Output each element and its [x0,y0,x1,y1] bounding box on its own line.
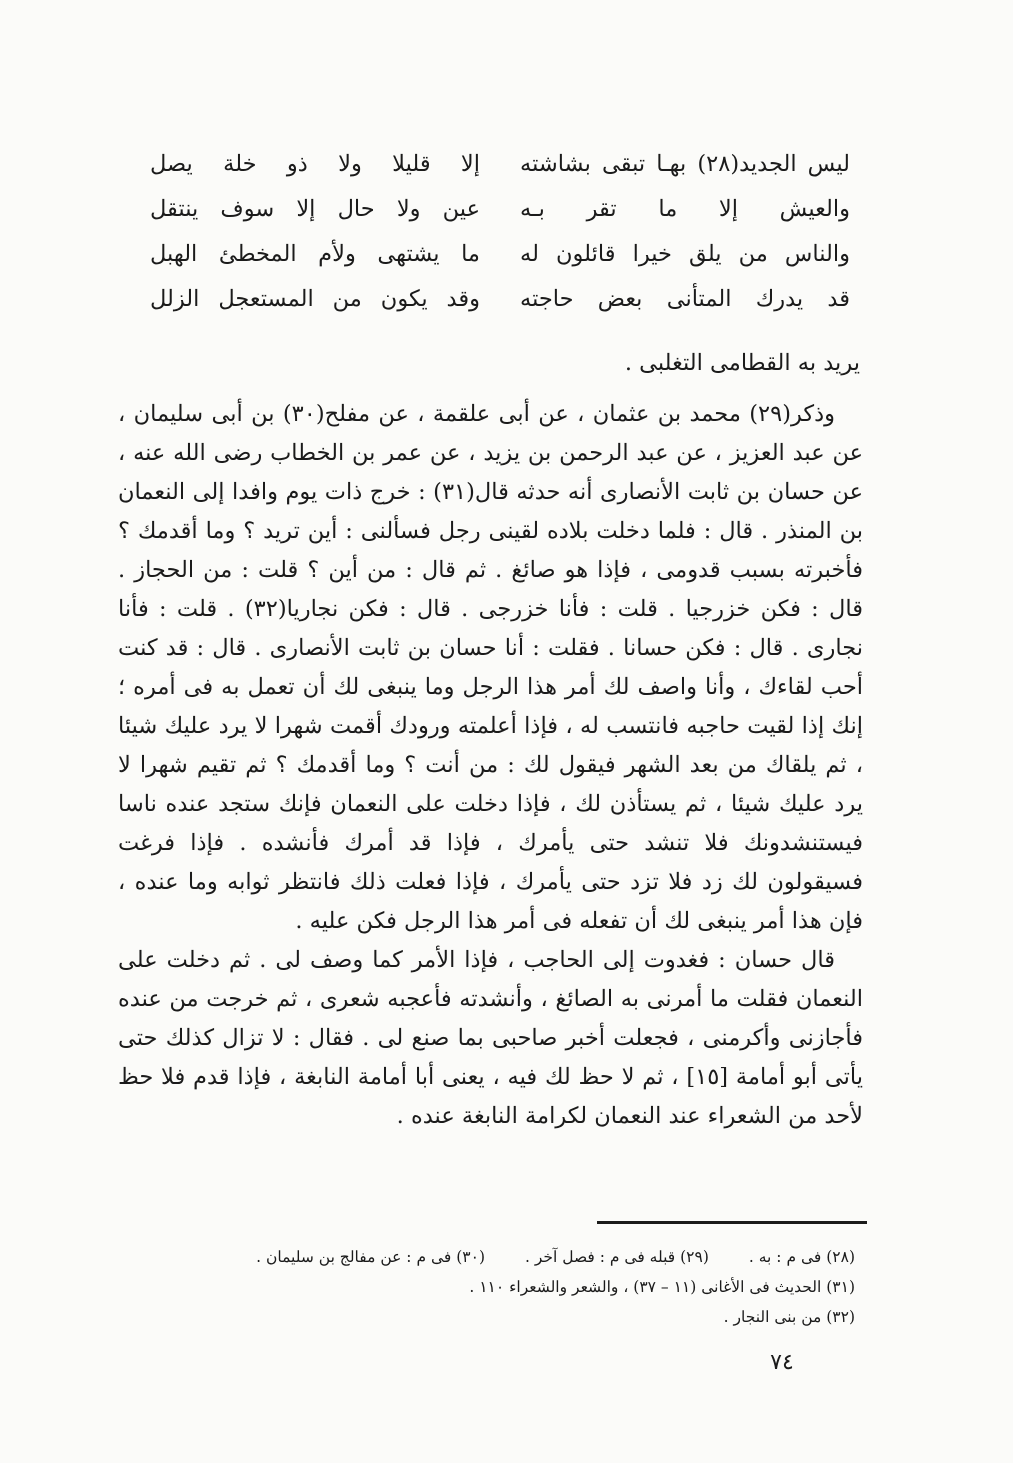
verse-first-hemistich: قد يدرك المتأنى بعض حاجته [520,286,850,312]
verse-second-hemistich: عين ولا حال إلا سوف ينتقل [150,196,480,222]
verse-first-hemistich: والناس من يلق خيرا قائلون له [520,241,850,267]
poem-verses [150,142,850,322]
verse-line [150,187,850,232]
paragraph: قال حسان : فغدوت إلى الحاجب ، فإذا الأمر كما وصف لى . ثم دخلت على النعمان فقلت ما أمرنى به الصائغ ، وأنشدته فأعجبه شعرى ، ثم خرجت من عنده فأجازنى وأكرمنى ، فجعلت أخبر صاحبى بما صنع لى . فقال : لا تزال كذلك حتى يأتى أبو أمامة [١٥] ، ثم لا حظ لك فيه ، يعنى أبا أمامة النابغة ، فإذا قدم فلا حظ لأحد من الشعراء عند النعمان لكرامة النابغة عنده . [118,947,863,1129]
poet-attribution: يريد به القطامى التغلبى . [624,350,860,376]
verse-line [150,277,850,322]
paragraph: وذكر(٢٩) محمد بن عثمان ، عن أبى علقمة ، عن مفلح(٣٠) بن أبى سليمان ، عن عبد العزيز ، عن عبد الرحمن بن يزيد ، عن عمر بن الخطاب رضى الله عنه ، عن حسان بن ثابت الأنصارى أنه حدثه قال(٣١) : خرج ذات يوم وافدا إلى النعمان بن المنذر . قال : فلما دخلت بلاده لقينى رجل فسألنى : أين تريد ؟ وما أقدمك ؟ فأخبرته بسبب قدومى ، فإذا هو صائغ . ثم قال : من أين ؟ قلت : من الحجاز . قال : فكن خزرجيا . قلت : فأنا خزرجى . قال : فكن نجاريا(٣٢) . قلت : فأنا نجارى . قال : فكن حسانا . فقلت : أنا حسان بن ثابت الأنصارى . قال : قد كنت أحب لقاءك ، وأنا واصف لك أمر هذا الرجل وما ينبغى لك أن تعمل به فى أمره ؛ إنك إذا لقيت حاجبه فانتسب له ، فإذا أعلمته ورودك أقمت شهرا لا يرد عليك شيئا ، ثم يلقاك من بعد الشهر فيقول لك : من أنت ؟ وما أقدمك ؟ ثم تقيم شهرا لا يرد عليك شيئا ، ثم يستأذن لك ، فإذا دخلت على النعمان فإنك ستجد عنده ناسا فيستنشدونك فلا تنشد حتى يأمرك ، فإذا قد أمرك فأنشده . فإذا فرغت فسيقولون لك زد فلا تزد حتى يأمرك ، فإذا فعلت ذلك فانتظر ثوابه وما عنده ، فإن هذا أمر ينبغى لك أن تفعله فى أمر هذا الرجل فكن عليه . [118,401,863,934]
verse-second-hemistich: وقد يكون من المستعجل الزلل [150,286,480,312]
verse-first-hemistich: ليس الجديد(٢٨) بهـا تبقى بشاشته [520,151,850,177]
footnote-separator [597,1221,867,1224]
page-number: ٧٤ [770,1350,794,1375]
footnote: (٣٠) فى م : عن مفالج بن سليمان . [256,1248,485,1266]
verse-first-hemistich: والعيش إلا ما تقر بـه [520,196,850,222]
footnote-line [150,1242,855,1272]
verse-second-hemistich: ما يشتهى ولأم المخطئ الهبل [150,241,480,267]
footnotes [150,1242,855,1332]
footnote: (٣١) الحديث فى الأغانى (١١ – ٣٧) ، والشعر والشعراء ١١٠ . [469,1278,855,1296]
prose-body [118,395,863,1136]
verse-second-hemistich: إلا قليلا ولا ذو خلة يصل [150,151,480,177]
footnote: (٢٩) قبله فى م : فصل آخر . [525,1248,709,1266]
footnote: (٢٨) فى م : به . [748,1248,855,1266]
footnote: (٣٢) من بنى النجار . [723,1308,855,1326]
verse-line [150,232,850,277]
verse-line [150,142,850,187]
